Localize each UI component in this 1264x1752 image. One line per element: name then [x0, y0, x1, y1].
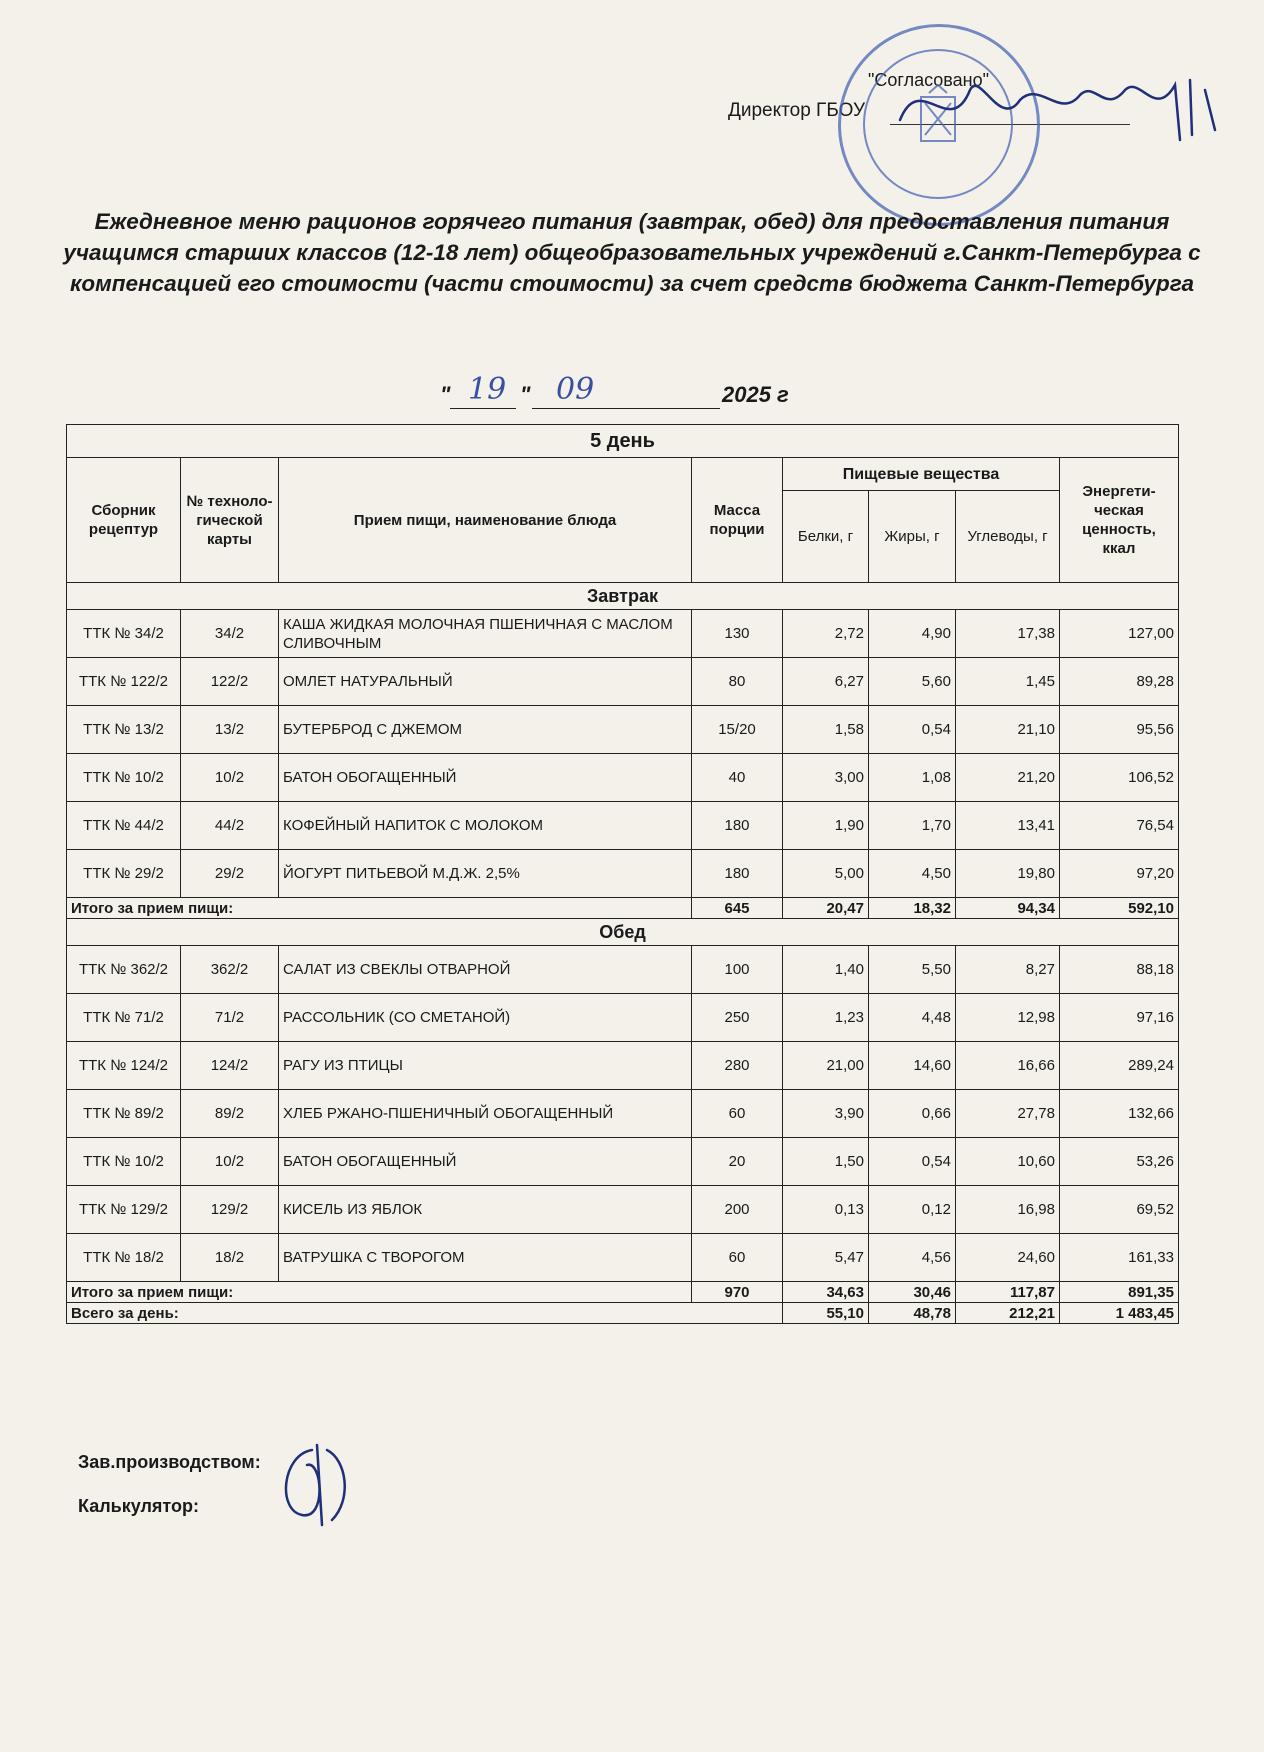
header-proteins: Белки, г	[783, 491, 869, 583]
cell-fats: 0,54	[869, 706, 956, 754]
cell-proteins: 21,00	[783, 1042, 869, 1090]
cell-collection: ТТК № 71/2	[67, 994, 181, 1042]
cell-carbs: 19,80	[956, 850, 1060, 898]
menu-table	[66, 424, 1179, 1324]
total-label: Итого за прием пищи:	[67, 898, 692, 919]
date-year: 2025 г	[722, 382, 789, 407]
cell-proteins: 3,00	[783, 754, 869, 802]
director-signature	[880, 60, 1240, 150]
cell-collection: ТТК № 129/2	[67, 1186, 181, 1234]
header-fats: Жиры, г	[869, 491, 956, 583]
cell-carbs: 17,38	[956, 610, 1060, 658]
cell-card: 44/2	[181, 802, 279, 850]
cell-proteins: 6,27	[783, 658, 869, 706]
cell-proteins: 1,90	[783, 802, 869, 850]
cell-energy: 97,16	[1060, 994, 1179, 1042]
cell-energy: 88,18	[1060, 946, 1179, 994]
header-collection: Сборник рецептур	[67, 458, 181, 583]
cell-collection: ТТК № 89/2	[67, 1090, 181, 1138]
cell-mass: 180	[692, 850, 783, 898]
cell-collection: ТТК № 10/2	[67, 1138, 181, 1186]
day-total-row	[67, 1303, 1179, 1324]
cell-mass: 15/20	[692, 706, 783, 754]
cell-carbs: 21,10	[956, 706, 1060, 754]
total-proteins: 20,47	[783, 898, 869, 919]
cell-carbs: 16,98	[956, 1186, 1060, 1234]
cell-carbs: 13,41	[956, 802, 1060, 850]
meal-label-breakfast: Завтрак	[67, 583, 1179, 610]
cell-card: 34/2	[181, 610, 279, 658]
cell-proteins: 5,00	[783, 850, 869, 898]
cell-collection: ТТК № 122/2	[67, 658, 181, 706]
cell-mass: 40	[692, 754, 783, 802]
cell-proteins: 1,50	[783, 1138, 869, 1186]
cell-card: 89/2	[181, 1090, 279, 1138]
cell-carbs: 8,27	[956, 946, 1060, 994]
total-mass: 645	[692, 898, 783, 919]
cell-energy: 132,66	[1060, 1090, 1179, 1138]
cell-card: 362/2	[181, 946, 279, 994]
cell-dish-name: РАССОЛЬНИК (СО СМЕТАНОЙ)	[279, 994, 692, 1042]
cell-dish-name: БАТОН ОБОГАЩЕННЫЙ	[279, 1138, 692, 1186]
table-row	[67, 1090, 1179, 1138]
header-mass: Масса порции	[692, 458, 783, 583]
cell-mass: 130	[692, 610, 783, 658]
cell-dish-name: КОФЕЙНЫЙ НАПИТОК С МОЛОКОМ	[279, 802, 692, 850]
cell-dish-name: КИСЕЛЬ ИЗ ЯБЛОК	[279, 1186, 692, 1234]
day-label: 5 день	[67, 425, 1179, 458]
cell-mass: 60	[692, 1234, 783, 1282]
cell-carbs: 10,60	[956, 1138, 1060, 1186]
cell-proteins: 2,72	[783, 610, 869, 658]
approval-director: Директор ГБОУ	[728, 100, 866, 121]
cell-energy: 76,54	[1060, 802, 1179, 850]
cell-collection: ТТК № 362/2	[67, 946, 181, 994]
day-total-carbs: 212,21	[956, 1303, 1060, 1324]
cell-card: 10/2	[181, 1138, 279, 1186]
cell-proteins: 1,58	[783, 706, 869, 754]
cell-fats: 4,48	[869, 994, 956, 1042]
meal-label-lunch: Обед	[67, 919, 1179, 946]
table-row	[67, 946, 1179, 994]
date-month: 09	[556, 372, 595, 407]
cell-energy: 161,33	[1060, 1234, 1179, 1282]
cell-proteins: 1,23	[783, 994, 869, 1042]
cell-fats: 14,60	[869, 1042, 956, 1090]
day-total-energy: 1 483,45	[1060, 1303, 1179, 1324]
cell-card: 129/2	[181, 1186, 279, 1234]
cell-dish-name: БУТЕРБРОД С ДЖЕМОМ	[279, 706, 692, 754]
table-row	[67, 754, 1179, 802]
cell-fats: 0,66	[869, 1090, 956, 1138]
cell-card: 29/2	[181, 850, 279, 898]
cell-dish-name: РАГУ ИЗ ПТИЦЫ	[279, 1042, 692, 1090]
cell-card: 124/2	[181, 1042, 279, 1090]
footer-production: Зав.производством:	[78, 1452, 261, 1472]
header-dish: Прием пищи, наименование блюда	[279, 458, 692, 583]
cell-fats: 0,54	[869, 1138, 956, 1186]
cell-dish-name: ОМЛЕТ НАТУРАЛЬНЫЙ	[279, 658, 692, 706]
cell-energy: 53,26	[1060, 1138, 1179, 1186]
cell-mass: 280	[692, 1042, 783, 1090]
cell-collection: ТТК № 13/2	[67, 706, 181, 754]
cell-collection: ТТК № 124/2	[67, 1042, 181, 1090]
cell-fats: 5,60	[869, 658, 956, 706]
total-proteins: 34,63	[783, 1282, 869, 1303]
cell-carbs: 16,66	[956, 1042, 1060, 1090]
cell-fats: 4,56	[869, 1234, 956, 1282]
document-date: " 19 " 09 2025 г	[440, 372, 789, 407]
document-title: Ежедневное меню рационов горячего питания (завтрак, обед) для предоставления питания учащимся старших классов (12-18 лет) общеобразовательных учреждений г.Санкт-Петербурга с компенсацией его стоимости (части стоимости) за счет средств бюджета Санкт-Петербурга	[63, 209, 1201, 296]
cell-fats: 5,50	[869, 946, 956, 994]
production-signature	[272, 1430, 362, 1540]
cell-energy: 89,28	[1060, 658, 1179, 706]
cell-energy: 127,00	[1060, 610, 1179, 658]
approval-agreed: "Согласовано"	[868, 70, 990, 90]
cell-collection: ТТК № 10/2	[67, 754, 181, 802]
table-row	[67, 1138, 1179, 1186]
table-row	[67, 802, 1179, 850]
table-row	[67, 1186, 1179, 1234]
cell-mass: 250	[692, 994, 783, 1042]
cell-mass: 20	[692, 1138, 783, 1186]
cell-fats: 4,50	[869, 850, 956, 898]
date-day: 19	[468, 372, 507, 407]
total-energy: 592,10	[1060, 898, 1179, 919]
total-fats: 30,46	[869, 1282, 956, 1303]
header-card: № техноло-гической карты	[181, 458, 279, 583]
cell-energy: 97,20	[1060, 850, 1179, 898]
cell-carbs: 24,60	[956, 1234, 1060, 1282]
lunch-total-row	[67, 1282, 1179, 1303]
cell-collection: ТТК № 18/2	[67, 1234, 181, 1282]
cell-collection: ТТК № 29/2	[67, 850, 181, 898]
cell-energy: 106,52	[1060, 754, 1179, 802]
table-row	[67, 1042, 1179, 1090]
cell-card: 122/2	[181, 658, 279, 706]
cell-dish-name: ВАТРУШКА С ТВОРОГОМ	[279, 1234, 692, 1282]
cell-card: 18/2	[181, 1234, 279, 1282]
total-carbs: 117,87	[956, 1282, 1060, 1303]
cell-fats: 1,70	[869, 802, 956, 850]
cell-mass: 180	[692, 802, 783, 850]
breakfast-total-row	[67, 898, 1179, 919]
header-carbs: Углеводы, г	[956, 491, 1060, 583]
table-row	[67, 850, 1179, 898]
footer-calculator: Калькулятор:	[78, 1496, 199, 1516]
table-row	[67, 1234, 1179, 1282]
cell-dish-name: КАША ЖИДКАЯ МОЛОЧНАЯ ПШЕНИЧНАЯ С МАСЛОМ СЛИВОЧНЫМ	[279, 610, 692, 658]
day-total-label: Всего за день:	[67, 1303, 783, 1324]
header-energy: Энергети-ческая ценность, ккал	[1060, 458, 1179, 583]
cell-card: 13/2	[181, 706, 279, 754]
cell-fats: 0,12	[869, 1186, 956, 1234]
cell-dish-name: САЛАТ ИЗ СВЕКЛЫ ОТВАРНОЙ	[279, 946, 692, 994]
cell-mass: 80	[692, 658, 783, 706]
cell-carbs: 21,20	[956, 754, 1060, 802]
cell-dish-name: ЙОГУРТ ПИТЬЕВОЙ М.Д.Ж. 2,5%	[279, 850, 692, 898]
total-mass: 970	[692, 1282, 783, 1303]
cell-collection: ТТК № 44/2	[67, 802, 181, 850]
cell-carbs: 1,45	[956, 658, 1060, 706]
cell-carbs: 27,78	[956, 1090, 1060, 1138]
cell-proteins: 3,90	[783, 1090, 869, 1138]
total-label: Итого за прием пищи:	[67, 1282, 692, 1303]
total-energy: 891,35	[1060, 1282, 1179, 1303]
day-total-fats: 48,78	[869, 1303, 956, 1324]
cell-card: 10/2	[181, 754, 279, 802]
cell-mass: 60	[692, 1090, 783, 1138]
cell-proteins: 5,47	[783, 1234, 869, 1282]
total-carbs: 94,34	[956, 898, 1060, 919]
table-row	[67, 658, 1179, 706]
cell-mass: 200	[692, 1186, 783, 1234]
cell-proteins: 0,13	[783, 1186, 869, 1234]
table-row	[67, 610, 1179, 658]
cell-collection: ТТК № 34/2	[67, 610, 181, 658]
cell-dish-name: БАТОН ОБОГАЩЕННЫЙ	[279, 754, 692, 802]
table-row	[67, 706, 1179, 754]
cell-proteins: 1,40	[783, 946, 869, 994]
cell-mass: 100	[692, 946, 783, 994]
cell-energy: 69,52	[1060, 1186, 1179, 1234]
table-row	[67, 994, 1179, 1042]
cell-energy: 95,56	[1060, 706, 1179, 754]
total-fats: 18,32	[869, 898, 956, 919]
header-nutrients: Пищевые вещества	[783, 458, 1060, 491]
cell-dish-name: ХЛЕБ РЖАНО-ПШЕНИЧНЫЙ ОБОГАЩЕННЫЙ	[279, 1090, 692, 1138]
cell-fats: 4,90	[869, 610, 956, 658]
cell-fats: 1,08	[869, 754, 956, 802]
day-total-proteins: 55,10	[783, 1303, 869, 1324]
cell-card: 71/2	[181, 994, 279, 1042]
cell-carbs: 12,98	[956, 994, 1060, 1042]
cell-energy: 289,24	[1060, 1042, 1179, 1090]
